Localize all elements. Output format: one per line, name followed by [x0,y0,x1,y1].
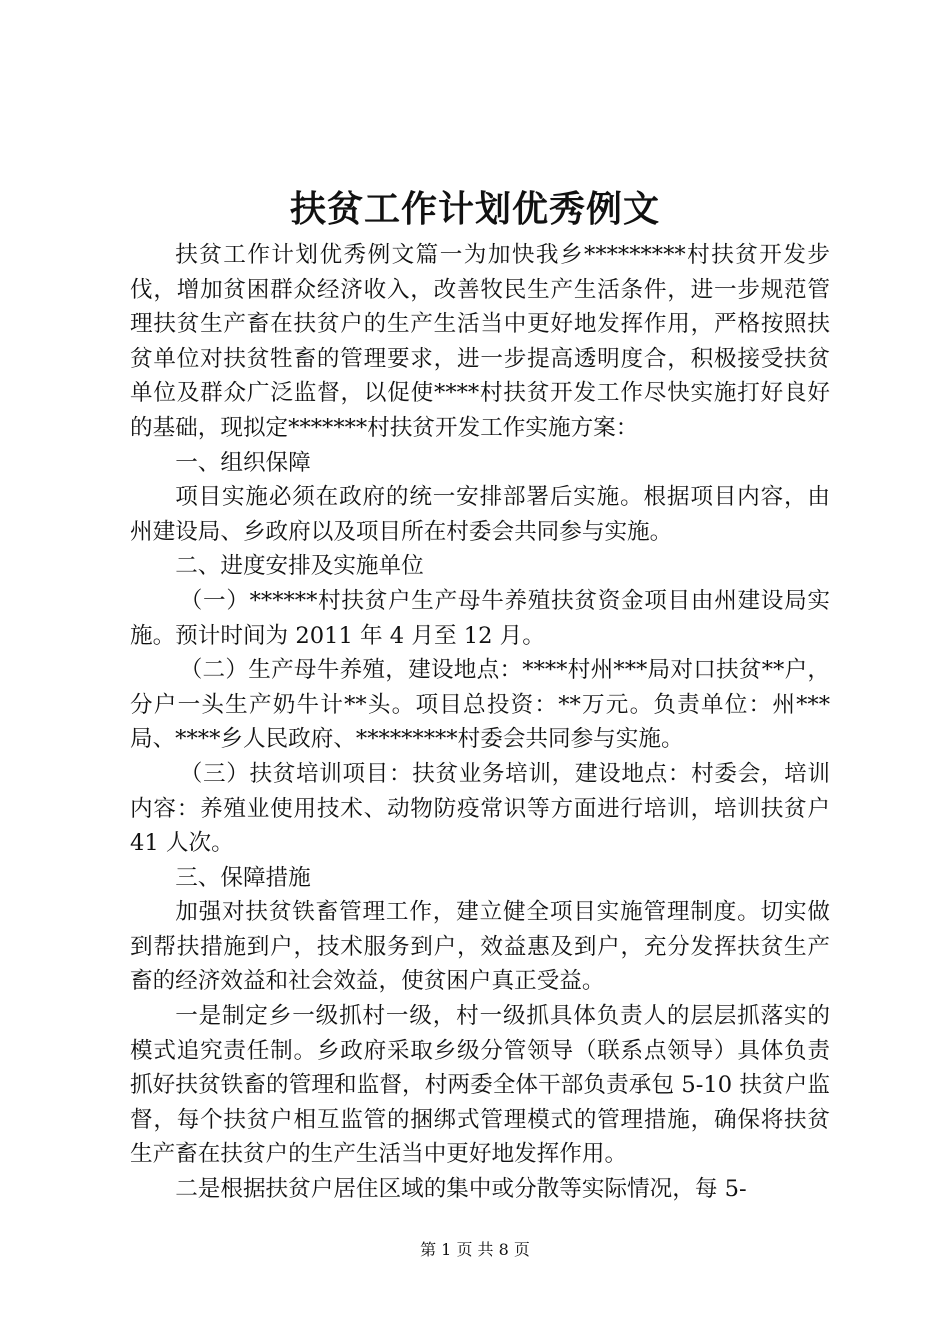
heading-measures: 三、保障措施 [175,864,311,891]
paragraph-item-1: （一）******村扶贫户生产母牛养殖扶贫资金项目由州建设局实施。预计时间为 2011 年 4 月至 12 月。 [130,587,830,649]
paragraph-measure-2: 二是根据扶贫户居住区域的集中或分散等实际情况，每 5- [175,1176,747,1203]
paragraph-organization: 项目实施必须在政府的统一安排部署后实施。根据项目内容，由州建设局、乡政府以及项目所在村委会共同参与实施。 [130,484,830,545]
page-number-footer: 第 1 页 共 8 页 [420,1240,530,1259]
heading-organization: 一、组织保障 [175,449,311,476]
paragraph-intro: 扶贫工作计划优秀例文篇一为加快我乡*********村扶贫开发步伐，增加贫困群众经济收入，改善牧民生产生活条件，进一步规范管理扶贫生产畜在扶贫户的生产生活当中更好地发挥作用，严格按照扶贫单位对扶贫牲畜的管理要求，进一步提高透明度合，积极接受扶贫单位及群众广泛监督，以促使****村扶贫开发工作尽快实施打好良好的基础，现拟定*******村扶贫开发工作实施方案： [130,242,830,441]
heading-schedule: 二、进度安排及实施单位 [175,553,424,580]
document-title: 扶贫工作计划优秀例文 [289,188,660,230]
paragraph-measure-1: 一是制定乡一级抓村一级，村一级抓具体负责人的层层抓落实的模式追究责任制。乡政府采取乡级分管领导（联系点领导）具体负责抓好扶贫铁畜的管理和监督，村两委全体干部负责承包 5-10 扶贫户监督，每个扶贫户相互监管的捆绑式管理模式的管理措施，确保将扶贫生产畜在扶贫户的生产生活当中更好地发挥作用。 [130,1003,830,1168]
paragraph-item-2: （二）生产母牛养殖，建设地点：****村州***局对口扶贫**户，分户一头生产奶牛计**头。项目总投资：**万元。负责单位：州***局、****乡人民政府、*********村委会共同参与实施。 [130,657,830,753]
paragraph-measures: 加强对扶贫铁畜管理工作，建立健全项目实施管理制度。切实做到帮扶措施到户，技术服务到户，效益惠及到户，充分发挥扶贫生产畜的经济效益和社会效益，使贫困户真正受益。 [130,899,830,995]
paragraph-item-3: （三）扶贫培训项目：扶贫业务培训，建设地点：村委会，培训内容：养殖业使用技术、动物防疫常识等方面进行培训，培训扶贫户 41 人次。 [130,760,830,857]
document-body [130,238,830,1207]
